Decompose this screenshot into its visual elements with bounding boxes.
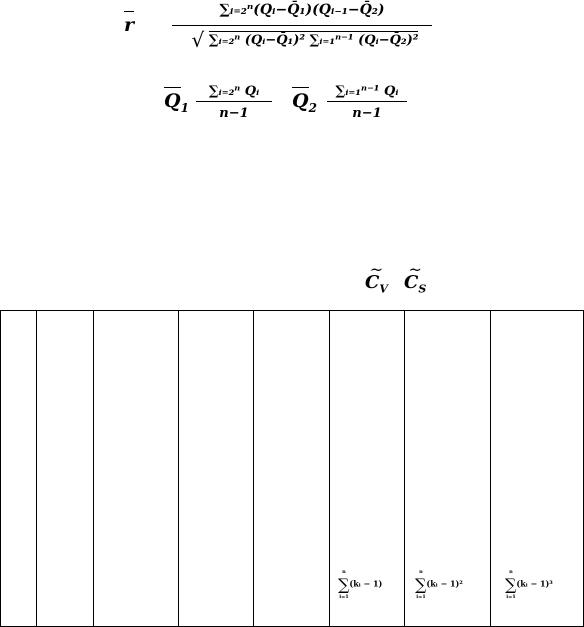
q1-fraction [196, 84, 272, 121]
table-column-divider [178, 311, 179, 626]
q2-denominator: n−1 [352, 106, 382, 121]
r-formula-fraction [172, 2, 432, 52]
table-column-divider [329, 311, 330, 626]
data-table [0, 310, 584, 627]
table-column-divider [490, 311, 491, 626]
table-column-divider [253, 311, 254, 626]
r-formula-denominator [172, 28, 432, 52]
sum-cell-k-minus-1: n ∑(kᵢ − 1) i=1 [338, 569, 383, 600]
radical-sign-icon: √ [191, 28, 205, 52]
q1-numerator: ∑ᵢ₌₂ⁿ Qᵢ [208, 84, 260, 99]
r-formula-numerator: ∑ᵢ₌₂ⁿ(Qᵢ−Q̄₁)(Qᵢ₋₁−Q̄₂) [219, 2, 385, 18]
q1-denominator: n−1 [219, 106, 249, 121]
cv-symbol: ~ $C_V$ [365, 260, 388, 296]
r-denominator-part-a: ∑ᵢ₌₂ⁿ (Qᵢ−Q̄₁)² [208, 33, 306, 48]
r-symbol: r [124, 14, 134, 36]
table-column-divider [404, 311, 405, 626]
q2-fraction [327, 84, 407, 121]
r-formula-fraction-bar [172, 25, 432, 26]
q2-numerator: ∑ᵢ₌₁ⁿ⁻¹ Qᵢ [335, 84, 399, 99]
r-denominator-part-b: ∑ᵢ₌₁ⁿ⁻¹ (Qᵢ−Q̄₂)² [309, 33, 419, 48]
q2-symbol: $Q_2$ [292, 90, 317, 115]
table-border-left [0, 311, 1, 626]
sum-cell-k-minus-1-squared: n ∑(kᵢ − 1)² i=1 [415, 569, 463, 600]
q1-symbol: $Q_1$ [164, 90, 189, 115]
sum-cell-k-minus-1-cubed: n ∑(kᵢ − 1)³ i=1 [505, 569, 553, 600]
table-column-divider [36, 311, 37, 626]
table-column-divider [93, 311, 94, 626]
cs-symbol: ~ $C_S$ [404, 260, 427, 296]
